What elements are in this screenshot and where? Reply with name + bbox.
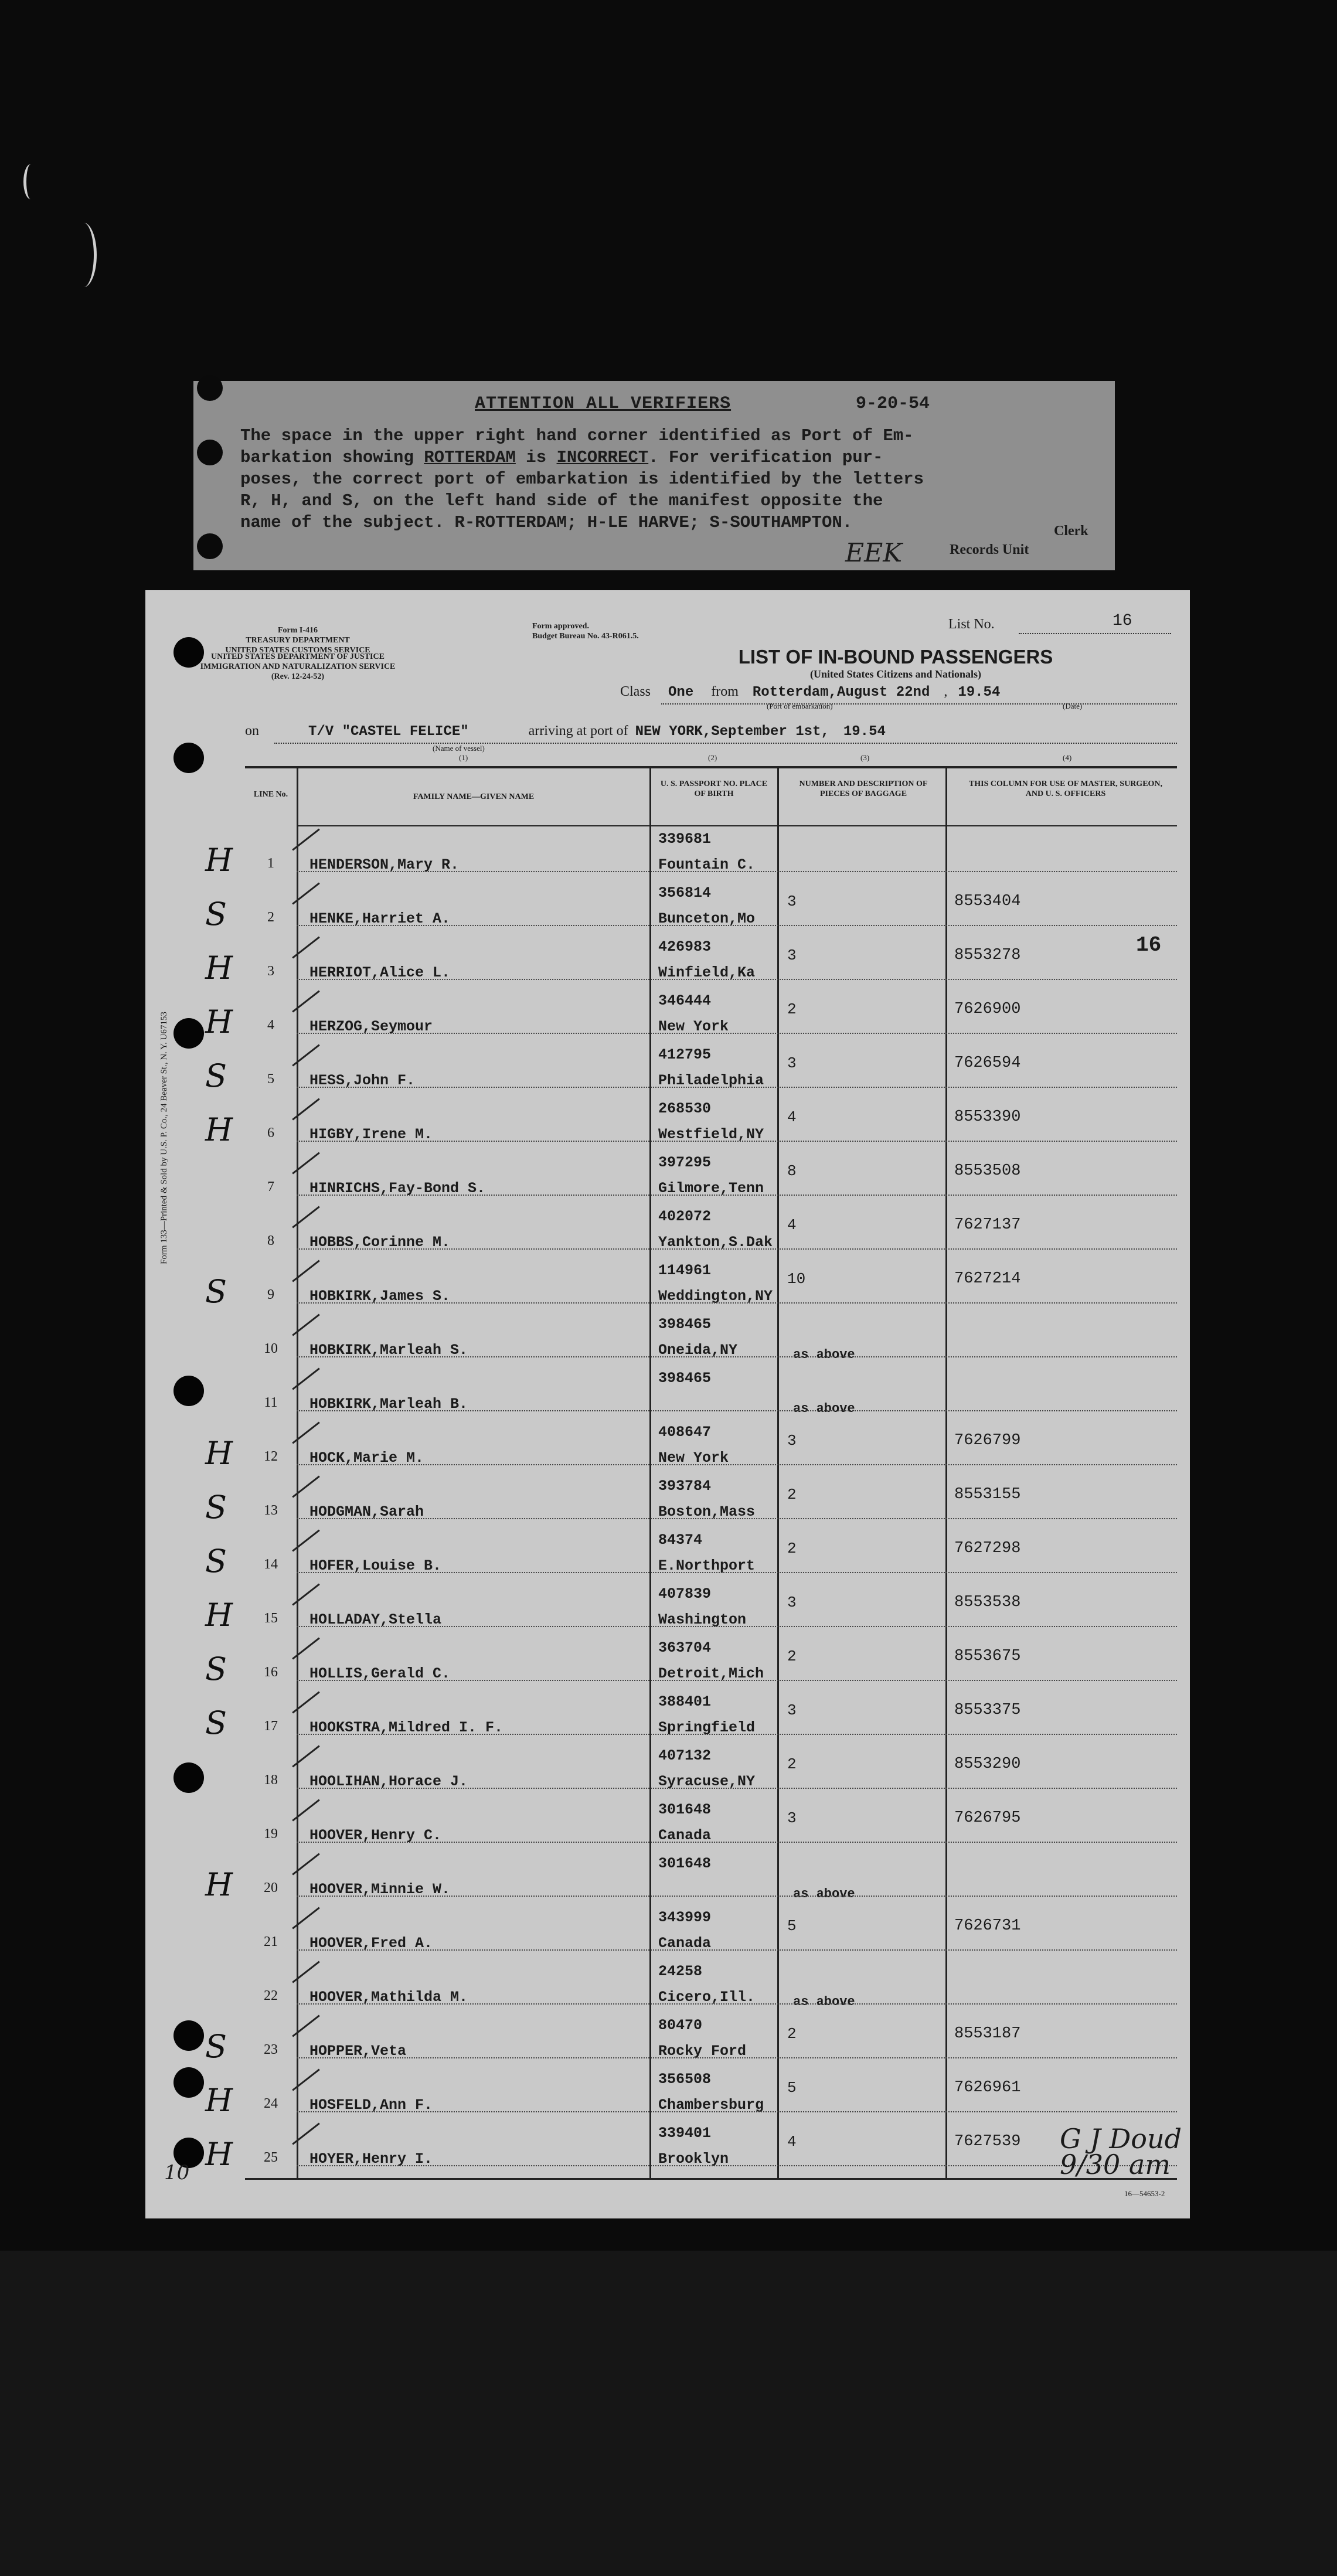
place-of-birth: Bunceton,Mo [658,910,756,927]
passenger-name: HOOKSTRA,Mildred I. F. [309,1719,503,1736]
place-of-birth: Brooklyn [658,2150,729,2167]
baggage-count: 3 [787,1809,797,1827]
passport-number: 388401 [658,1693,712,1710]
notice-line: name of the subject. R-ROTTERDAM; H-LE HARVE; S-SOUTHAMPTON. [240,513,853,532]
passenger-name: HESS,John F. [309,1072,416,1089]
line-number: 20 [264,1880,278,1896]
passport-number: 24258 [658,1963,703,1980]
check-tick [292,1691,320,1713]
line-number: 11 [264,1395,278,1410]
check-tick [292,1583,320,1605]
officer-number: 8553675 [954,1648,1021,1665]
place-of-birth: Westfield,NY [658,1126,764,1143]
vessel-caption: (Name of vessel) [433,744,485,753]
check-tick [292,1098,320,1120]
row-rule [297,2057,1177,2058]
page-title: LIST OF IN-BOUND PASSENGERS [738,646,1053,668]
place-of-birth: Washington [658,1611,747,1628]
table-row [205,1528,1177,1581]
check-tick [292,2014,320,2037]
port-letter-mark: S [205,1704,227,1741]
table-row [205,935,1177,988]
port-letter-mark: H [205,1597,233,1634]
baggage-count: 2 [787,1755,797,1773]
notice-line: poses, the correct port of embarkation is identified by the letters [240,469,924,489]
row-rule [297,2165,1177,2166]
handwritten-initials: EEK [845,538,903,568]
line-number: 19 [264,1826,278,1842]
passenger-name: HENDERSON,Mary R. [309,856,460,873]
passenger-name: HOLLIS,Gerald C. [309,1665,451,1682]
baggage-count: 2 [787,2025,797,2043]
officer-number: 7627137 [954,1216,1021,1234]
col-header-officers: THIS COLUMN FOR USE OF MASTER, SURGEON, AND U. S. OFFICERS [968,780,1163,798]
check-tick [292,1745,320,1767]
table-row [245,1905,1177,1958]
officer-number: 7626900 [954,1001,1021,1018]
place-of-birth: Gilmore,Tenn [658,1180,764,1197]
row-rule [297,1302,1177,1304]
passenger-name: HOBKIRK,Marleah B. [309,1396,468,1413]
passport-number: 402072 [658,1208,712,1225]
passenger-name: HOYER,Henry I. [309,2150,433,2167]
port-letter-mark: S [205,1543,227,1580]
row-rule [297,979,1177,980]
row-rule [297,1680,1177,1681]
passenger-table [205,766,1177,2180]
row-rule [297,1464,1177,1465]
col-header-baggage: NUMBER AND DESCRIPTION OF PIECES OF BAGGAGE [799,780,928,798]
line-number: 23 [264,2042,278,2057]
row-rule [297,2111,1177,2112]
notice-date: 9-20-54 [856,394,930,414]
passenger-name: HOOLIHAN,Horace J. [309,1773,468,1790]
officer-signature: G J Doud 9/30 am [1060,2123,1182,2180]
punch-hole [173,743,204,773]
passport-number: 426983 [658,938,712,955]
officer-number: 8553508 [954,1162,1021,1180]
check-tick [292,1152,320,1174]
vessel-name: T/V "CASTEL FELICE" [308,724,469,740]
officer-number: 7627214 [954,1270,1021,1288]
stray-mark [23,164,38,199]
list-rule [1019,633,1171,634]
check-tick [292,1907,320,1929]
line-number: 5 [267,1071,274,1087]
table-row [205,989,1177,1042]
check-tick [292,1044,320,1066]
place-of-birth: Fountain C. [658,856,756,873]
place-of-birth: Boston,Mass [658,1503,756,1520]
check-tick [292,1853,320,1875]
class-line: Class One from Rotterdam,August 22nd , 19.54 [620,684,1001,700]
officer-number: 8553278 [954,947,1021,964]
row-rule [297,871,1177,872]
check-tick [292,1799,320,1821]
place-of-birth: Syracuse,NY [658,1773,756,1790]
passport-number: 356814 [658,884,712,901]
baggage-note: as above [793,1887,855,1901]
row-rule [297,1356,1177,1357]
passport-number: 301648 [658,1801,712,1818]
table-row [245,1366,1177,1419]
verifier-notice-slip [193,381,1115,570]
place-of-birth: Canada [658,1935,712,1952]
doj-header: UNITED STATES DEPARTMENT OF JUSTICE IMMIGRATION AND NATURALIZATION SERVICE (Rev. 12-24-52) [200,652,396,681]
table-row [205,2013,1177,2066]
check-tick [292,828,320,850]
place-of-birth: Weddington,NY [658,1288,773,1305]
punch-hole [173,2067,204,2098]
officer-number: 8553538 [954,1594,1021,1611]
port-letter-mark: H [205,1866,233,1903]
table-row [205,1420,1177,1473]
line-number: 8 [267,1233,274,1248]
passport-number: 407839 [658,1585,712,1602]
line-number: 21 [264,1934,278,1949]
row-rule [297,1087,1177,1088]
col-header-name: FAMILY NAME—GIVEN NAME [413,792,535,801]
line-number: 17 [264,1719,278,1734]
baggage-note: as above [793,1401,855,1416]
port-letter-mark: H [205,842,233,879]
passport-number: 343999 [658,1909,712,1926]
punch-hole [173,1762,204,1793]
notice-line: R, H, and S, on the left hand side of the manifest opposite the [240,491,883,511]
passenger-name: HOOVER,Fred A. [309,1935,433,1952]
place-of-birth: Springfield [658,1719,756,1736]
port-letter-mark: S [205,2028,227,2065]
baggage-count: 3 [787,1054,797,1072]
passport-number: 412795 [658,1046,712,1063]
passenger-name: HOCK,Marie M. [309,1449,424,1466]
passport-number: 339401 [658,2125,712,2142]
passenger-name: HODGMAN,Sarah [309,1503,424,1520]
page-subtitle: (United States Citizens and Nationals) [809,668,981,680]
baggage-note: as above [793,1995,855,2009]
row-rule [297,2003,1177,2005]
port-letter-mark: S [205,1489,227,1526]
passenger-name: HOOVER,Mathilda M. [309,1989,468,2006]
table-row [205,1690,1177,1743]
notice-line: barkation showing ROTTERDAM is INCORRECT. For verification pur- [240,448,883,467]
table-row [205,827,1177,880]
passport-number: 393784 [658,1478,712,1495]
line-number: 12 [264,1449,278,1464]
baggage-count: 2 [787,1648,797,1665]
check-tick [292,990,320,1012]
passenger-name: HOBKIRK,Marleah S. [309,1342,468,1359]
budget-approval: Form approved. Budget Bureau No. 43-R061.5. [532,622,639,641]
row-rule [297,1734,1177,1735]
officer-number: 8553375 [954,1702,1021,1719]
table-row [205,1474,1177,1527]
table-row [245,1744,1177,1796]
passenger-name: HERZOG,Seymour [309,1018,433,1035]
passport-number: 301648 [658,1855,712,1872]
line-number: 6 [267,1125,274,1141]
passport-number: 408647 [658,1424,712,1441]
check-tick [292,1961,320,1983]
place-of-birth: Yankton,S.Dak [658,1234,773,1251]
port-letter-mark: H [205,1435,233,1472]
row-rule [297,1141,1177,1142]
officer-number: 7626799 [954,1432,1021,1449]
line-number: 1 [267,856,274,871]
line-number: 3 [267,964,274,979]
notice-emphasis: ROTTERDAM [424,448,516,467]
notice-title: ATTENTION ALL VERIFIERS [475,394,732,414]
col-caption-4: (4) [1063,753,1072,762]
port-letter-mark: S [205,1651,227,1687]
place-of-birth: Philadelphia [658,1072,764,1089]
baggage-count: 2 [787,1001,797,1018]
check-tick [292,1421,320,1444]
notice-body [240,425,1084,533]
punch-hole [173,2020,204,2051]
row-rule [297,1788,1177,1789]
passport-number: 84374 [658,1532,703,1549]
place-of-birth: New York [658,1018,729,1035]
line-number: 2 [267,910,274,925]
table-row [205,881,1177,934]
table-row [205,1043,1177,1095]
baggage-count: 2 [787,1486,797,1503]
row-rule [297,1248,1177,1250]
passenger-name: HOPPER,Veta [309,2043,407,2060]
col-caption-1: (1) [459,753,468,762]
port-letter-mark: H [205,2136,233,2173]
check-tick [292,1529,320,1551]
officer-number: 8553404 [954,893,1021,910]
table-row [205,1258,1177,1311]
place-of-birth: Winfield,Ka [658,964,756,981]
check-tick [292,1367,320,1390]
table-row [205,2067,1177,2120]
line-number: 14 [264,1557,278,1572]
passenger-name: HINRICHS,Fay-Bond S. [309,1180,486,1197]
table-row [205,1582,1177,1635]
baggage-count: 2 [787,1540,797,1557]
passport-number: 268530 [658,1100,712,1117]
check-tick [292,1206,320,1228]
row-rule [297,1626,1177,1627]
table-row [205,1097,1177,1149]
agency-header: Form I-416 TREASURY DEPARTMENT UNITED STATES CUSTOMS SERVICE [225,626,370,655]
passenger-name: HENKE,Harriet A. [309,910,451,927]
officer-number: 7626795 [954,1809,1021,1827]
baggage-count: 5 [787,2079,797,2097]
line-number: 18 [264,1772,278,1788]
passenger-name: HOOVER,Minnie W. [309,1881,451,1898]
arrival-value: NEW YORK,September 1st, [635,724,829,740]
class-value: One [668,685,694,700]
row-rule [297,1410,1177,1411]
passport-number: 114961 [658,1262,712,1279]
baggage-note: as above [793,1347,855,1362]
place-of-birth: Oneida,NY [658,1342,738,1359]
vessel-line: on T/V "CASTEL FELICE" arriving at port of NEW YORK,September 1st, 19.54 [245,723,886,740]
embarkation-value: Rotterdam,August 22nd [752,685,930,700]
departure-year: 19.54 [958,685,1001,700]
table-row [245,1151,1177,1203]
officer-number: 8553187 [954,2025,1021,2043]
row-rule [297,1949,1177,1951]
check-tick [292,882,320,904]
port-letter-mark: S [205,1273,227,1310]
passenger-name: HIGBY,Irene M. [309,1126,433,1143]
place-of-birth: Detroit,Mich [658,1665,764,1682]
officer-number: 7626961 [954,2079,1021,2097]
check-tick [292,1313,320,1336]
table-row [205,1636,1177,1689]
place-of-birth: Cicero,Ill. [658,1989,756,2006]
place-of-birth: E.Northport [658,1557,756,1574]
table-row [205,2121,1177,2174]
row-rule [297,1572,1177,1573]
baggage-count: 3 [787,1432,797,1449]
row-rule [297,1896,1177,1897]
line-number: 16 [264,1665,278,1680]
officer-number: 7626731 [954,1917,1021,1935]
port-caption: (Port of embarkation) [767,702,833,710]
line-number: 7 [267,1179,274,1195]
line-number: 22 [264,1988,278,2003]
place-of-birth: New York [658,1449,729,1466]
passenger-name: HOFER,Louise B. [309,1557,442,1574]
check-tick [292,2068,320,2091]
port-letter-mark: H [205,1111,233,1148]
punch-hole [173,1376,204,1406]
check-tick [292,1475,320,1498]
baggage-count: 3 [787,947,797,964]
baggage-count: 4 [787,1108,797,1126]
check-tick [292,1260,320,1282]
line-number: 10 [264,1341,278,1356]
officer-number: 7627539 [954,2133,1021,2150]
line-number: 24 [264,2096,278,2111]
printer-imprint: Form 133—Printed & Sold by U.S. P. Co., 24 Beaver St., N. Y. U67153 [159,1012,169,1264]
row-rule [297,1842,1177,1843]
clerk-label: Clerk [1054,523,1088,539]
punch-hole [197,440,223,465]
notice-line: The space in the upper right hand corner identified as Port of Em- [240,426,914,445]
date-caption: (Date) [1063,702,1083,710]
table-row [205,1852,1177,1904]
list-number: List No. 16 [948,612,1132,632]
col-header-line: LINE No. [253,790,288,799]
list-number-value: 16 [1113,612,1132,630]
line-number: 13 [264,1503,278,1518]
row-rule [297,925,1177,926]
dark-background [0,2251,1337,2576]
passport-number: 397295 [658,1154,712,1171]
passenger-name: HOBKIRK,James S. [309,1288,451,1305]
port-letter-mark: S [205,1057,227,1094]
line-number: 15 [264,1611,278,1626]
officer-number: 8553155 [954,1486,1021,1503]
officer-number: 7627298 [954,1540,1021,1557]
records-unit-label: Records Unit [950,542,1029,557]
passport-number: 398465 [658,1316,712,1333]
passenger-name: HOSFELD,Ann F. [309,2097,433,2114]
passport-number: 339681 [658,831,712,848]
passport-number: 407132 [658,1747,712,1764]
col-header-passport: U. S. PASSPORT NO. PLACE OF BIRTH [660,780,768,798]
passport-number: 363704 [658,1639,712,1656]
punch-hole [197,533,223,559]
baggage-count: 4 [787,1216,797,1234]
form-number-footer: 16—54653-2 [1124,2189,1165,2198]
check-tick [292,2122,320,2145]
col-caption-2: (2) [708,753,717,762]
arrival-year: 19.54 [843,724,886,740]
line-number: 25 [264,2150,278,2165]
table-row [245,1204,1177,1257]
vessel-rule [274,743,1177,744]
punch-hole [197,375,223,401]
officer-number: 7626594 [954,1054,1021,1072]
baggage-count: 8 [787,1162,797,1180]
baggage-count: 3 [787,1702,797,1719]
baggage-count: 4 [787,2133,797,2150]
officer-number: 8553290 [954,1755,1021,1773]
port-letter-mark: H [205,2082,233,2119]
passenger-name: HOOVER,Henry C. [309,1827,442,1844]
check-tick [292,1637,320,1659]
check-tick [292,936,320,958]
table-row [245,1798,1177,1850]
row-rule [297,1195,1177,1196]
line-number: 4 [267,1018,274,1033]
passenger-name: HERRIOT,Alice L. [309,964,451,981]
header-separator [297,825,1177,826]
punch-hole [173,1018,204,1049]
port-letter-mark: S [205,896,227,933]
officer-number: 8553390 [954,1108,1021,1126]
baggage-count: 10 [787,1270,806,1288]
passport-number: 398465 [658,1370,712,1387]
col-caption-3: (3) [860,753,870,762]
class-rule [661,703,1177,705]
table-row [245,1959,1177,2012]
passport-number: 356508 [658,2071,712,2088]
baggage-count: 3 [787,1594,797,1611]
baggage-count: 3 [787,893,797,910]
passenger-name: HOLLADAY,Stella [309,1611,442,1628]
baggage-count: 5 [787,1917,797,1935]
place-of-birth: Rocky Ford [658,2043,747,2060]
line-number: 9 [267,1287,274,1302]
manifest-page [145,590,1190,2218]
passport-number: 346444 [658,992,712,1009]
row-rule [297,1033,1177,1034]
place-of-birth: Canada [658,1827,712,1844]
port-letter-mark: H [205,950,233,986]
left-scribble: 10 [164,2161,190,2184]
port-letter-mark: H [205,1003,233,1040]
place-of-birth: Chambersburg [658,2097,764,2114]
annotation-16: 16 [1136,933,1162,957]
table-row [245,1312,1177,1365]
notice-emphasis: INCORRECT [556,448,649,467]
row-rule [297,1518,1177,1519]
passenger-name: HOBBS,Corinne M. [309,1234,451,1251]
passport-number: 80470 [658,2017,703,2034]
stray-mark [70,223,97,287]
